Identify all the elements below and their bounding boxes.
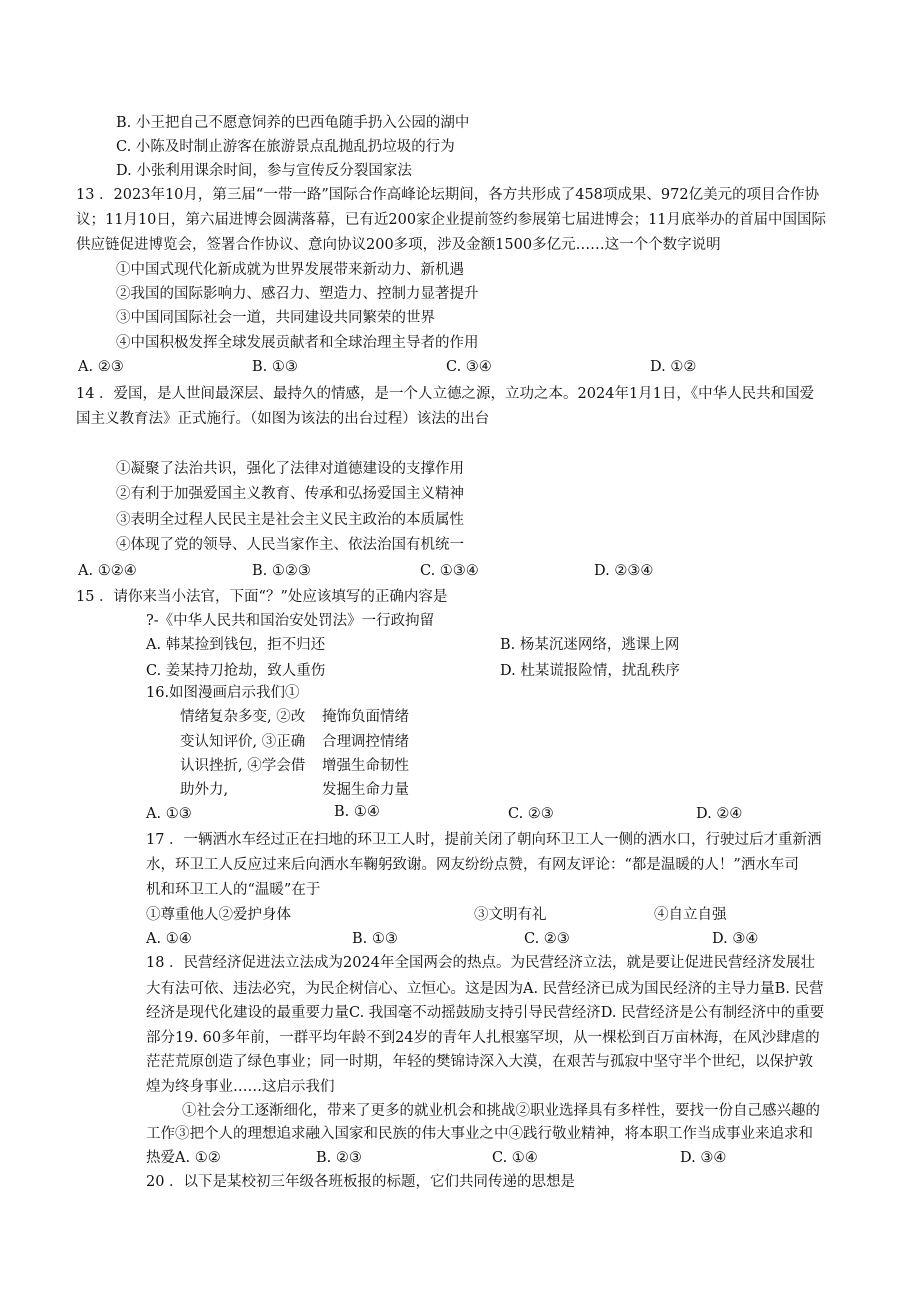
q18-line-1: 18 ．民营经济促进法立法成为2024年全国两会的热点。为民营经济立法，就是要让促进民营经济发展壮 xyxy=(146,955,815,971)
q12-option-b: B. 小王把自己不愿意饲养的巴西龟随手扔入公园的湖中 xyxy=(116,115,470,131)
q14-stem-line-1: 14 ．爱国，是人世间最深层、最持久的情感，是一个人立德之源，立功之本。2024年1月1日，《中华人民共和国爱 xyxy=(76,386,815,402)
q14-option-b: B. ①②③ xyxy=(252,563,311,579)
q16-right-line-3: 增强生命韧性 xyxy=(322,758,409,774)
q16-option-c: C. ②③ xyxy=(508,806,554,822)
q13-option-a: A. ②③ xyxy=(78,359,124,375)
q15-stem: 15 ．请你来当小法官，下面“？”处应该填写的正确内容是 xyxy=(76,589,448,605)
q17-item-1: ①尊重他人②爱护身体 xyxy=(146,907,291,923)
q14-stem-line-2: 国主义教育法》正式施行。（如图为该法的出台过程）该法的出台 xyxy=(76,411,490,427)
q19-option-c: C. ①④ xyxy=(492,1150,538,1166)
q17-stem-line-1: 17 ．一辆洒水车经过正在扫地的环卫工人时，提前关闭了朝向环卫工人一侧的洒水口，行驶过后才重新洒 xyxy=(146,832,822,848)
q16-left-line-2: 变认知评价, ③正确 xyxy=(180,734,306,750)
q16-right-line-2: 合理调控情绪 xyxy=(322,734,409,750)
q16-stem: 16.如图漫画启示我们① xyxy=(146,685,300,701)
q17-item-3: ④自立自强 xyxy=(654,907,727,923)
q18-line-4: 部分19. 60多年前，一群平均年龄不到24岁的青年人扎根塞罕坝，从一棵松到百万亩林海，在风沙肆虐的 xyxy=(146,1030,820,1046)
q19-line-3: 热爱A. ①② xyxy=(146,1150,221,1166)
q15-option-b: B. 杨某沉迷网络，逃课上网 xyxy=(500,637,680,653)
q12-option-c: C. 小陈及时制止游客在旅游景点乱抛乱扔垃圾的行为 xyxy=(116,139,455,155)
q15-option-a: A. 韩某捡到钱包，拒不归还 xyxy=(146,637,326,653)
q16-left-line-1: 情绪复杂多变, ②改 xyxy=(180,709,306,725)
q18-line-5: 茫茫荒原创造了绿色事业；同一时期，年轻的樊锦诗深入大漠，在艰苦与孤寂中坚守半个世纪，以保护敦 xyxy=(146,1054,813,1070)
q19-line-1: ①社会分工逐渐细化，带来了更多的就业机会和挑战②职业选择具有多样性，要找一份自己感兴趣的 xyxy=(182,1103,820,1119)
q14-item-4: ④体现了党的领导、人民当家作主、依法治国有机统一 xyxy=(116,537,464,553)
q13-item-3: ③中国同国际社会一道，共同建设共同繁荣的世界 xyxy=(116,310,435,326)
q16-right-line-4: 发掘生命力量 xyxy=(322,782,409,798)
q16-left-line-3: 认识挫折, ④学会借 xyxy=(180,758,306,774)
q14-option-c: C. ①③④ xyxy=(420,563,479,579)
q14-option-a: A. ①②④ xyxy=(78,563,137,579)
q16-left-line-4: 助外力, xyxy=(180,782,229,798)
q14-item-3: ③表明全过程人民民主是社会主义民主政治的本质属性 xyxy=(116,512,464,528)
q16-option-a: A. ①③ xyxy=(146,806,192,822)
q17-item-2: ③文明有礼 xyxy=(474,907,547,923)
q12-option-d: D. 小张利用课余时间，参与宣传反分裂国家法 xyxy=(116,163,412,179)
q16-right-line-1: 掩饰负面情绪 xyxy=(322,709,409,725)
q17-option-c: C. ②③ xyxy=(524,931,570,947)
q19-line-2: 工作③把个人的理想追求融入国家和民族的伟大事业之中④践行敬业精神，将本职工作当成事业来追求和 xyxy=(146,1126,813,1142)
q17-option-a: A. ①④ xyxy=(146,931,192,947)
q17-option-b: B. ①③ xyxy=(352,931,398,947)
q17-option-d: D. ③④ xyxy=(712,931,759,947)
q13-item-2: ②我国的国际影响力、感召力、塑造力、控制力显著提升 xyxy=(116,286,479,302)
q16-option-d: D. ②④ xyxy=(696,806,743,822)
q15-option-d: D. 杜某谎报险情，扰乱秩序 xyxy=(500,663,680,679)
q13-item-1: ①中国式现代化新成就为世界发展带来新动力、新机遇 xyxy=(116,262,464,278)
q13-stem-line-3: 供应链促进博览会，签署合作协议、意向协议200多项，涉及金额1500多亿元……这一个个数字说明 xyxy=(76,237,721,253)
q13-stem-line-1: 13 ．2023年10月，第三届“一带一路”国际合作高峰论坛期间，各方共形成了458项成果、972亿美元的项目合作协 xyxy=(76,187,820,203)
q18-line-2: 大有法可依、违法必究，为民企树信心、立恒心。这是因为A. 民营经济已成为国民经济的主导力量B. 民营 xyxy=(146,981,824,997)
q20-stem: 20 ．以下是某校初三年级各班板报的标题，它们共同传递的思想是 xyxy=(146,1174,576,1190)
q13-option-d: D. ①② xyxy=(650,359,697,375)
q17-stem-line-2: 水，环卫工人反应过来后向洒水车鞠躬致谢。网友纷纷点赞，有网友评论：“都是温暖的人！”洒水车司 xyxy=(146,857,799,873)
q15-option-c: C. 姜某持刀抢劫，致人重伤 xyxy=(146,663,326,679)
q19-option-b: B. ②③ xyxy=(316,1150,362,1166)
q13-option-c: C. ③④ xyxy=(446,359,492,375)
q14-option-d: D. ②③④ xyxy=(594,563,654,579)
q13-item-4: ④中国积极发挥全球发展贡献者和全球治理主导者的作用 xyxy=(116,335,479,351)
q15-law-line: ?-《中华人民共和国治安处罚法》一行政拘留 xyxy=(146,613,435,629)
q19-option-d: D. ③④ xyxy=(680,1150,727,1166)
q17-stem-line-3: 机和环卫工人的“温暖”在于 xyxy=(146,882,321,898)
q13-stem-line-2: 议；11月10日，第六届进博会圆满落幕，已有近200家企业提前签约参展第七届进博会；11月底举办的首届中国国际 xyxy=(76,212,827,228)
q18-line-3: 经济是现代化建设的最重要力量C. 我国毫不动摇鼓励支持引导民营经济D. 民营经济是公有制经济中的重要 xyxy=(146,1005,825,1021)
q16-option-b: B. ①④ xyxy=(334,804,380,820)
q14-item-2: ②有利于加强爱国主义教育、传承和弘扬爱国主义精神 xyxy=(116,486,464,502)
q13-option-b: B. ①③ xyxy=(252,359,298,375)
q18-line-6: 煌为终身事业……这启示我们 xyxy=(146,1079,335,1095)
q14-item-1: ①凝聚了法治共识，强化了法律对道德建设的支撑作用 xyxy=(116,461,464,477)
